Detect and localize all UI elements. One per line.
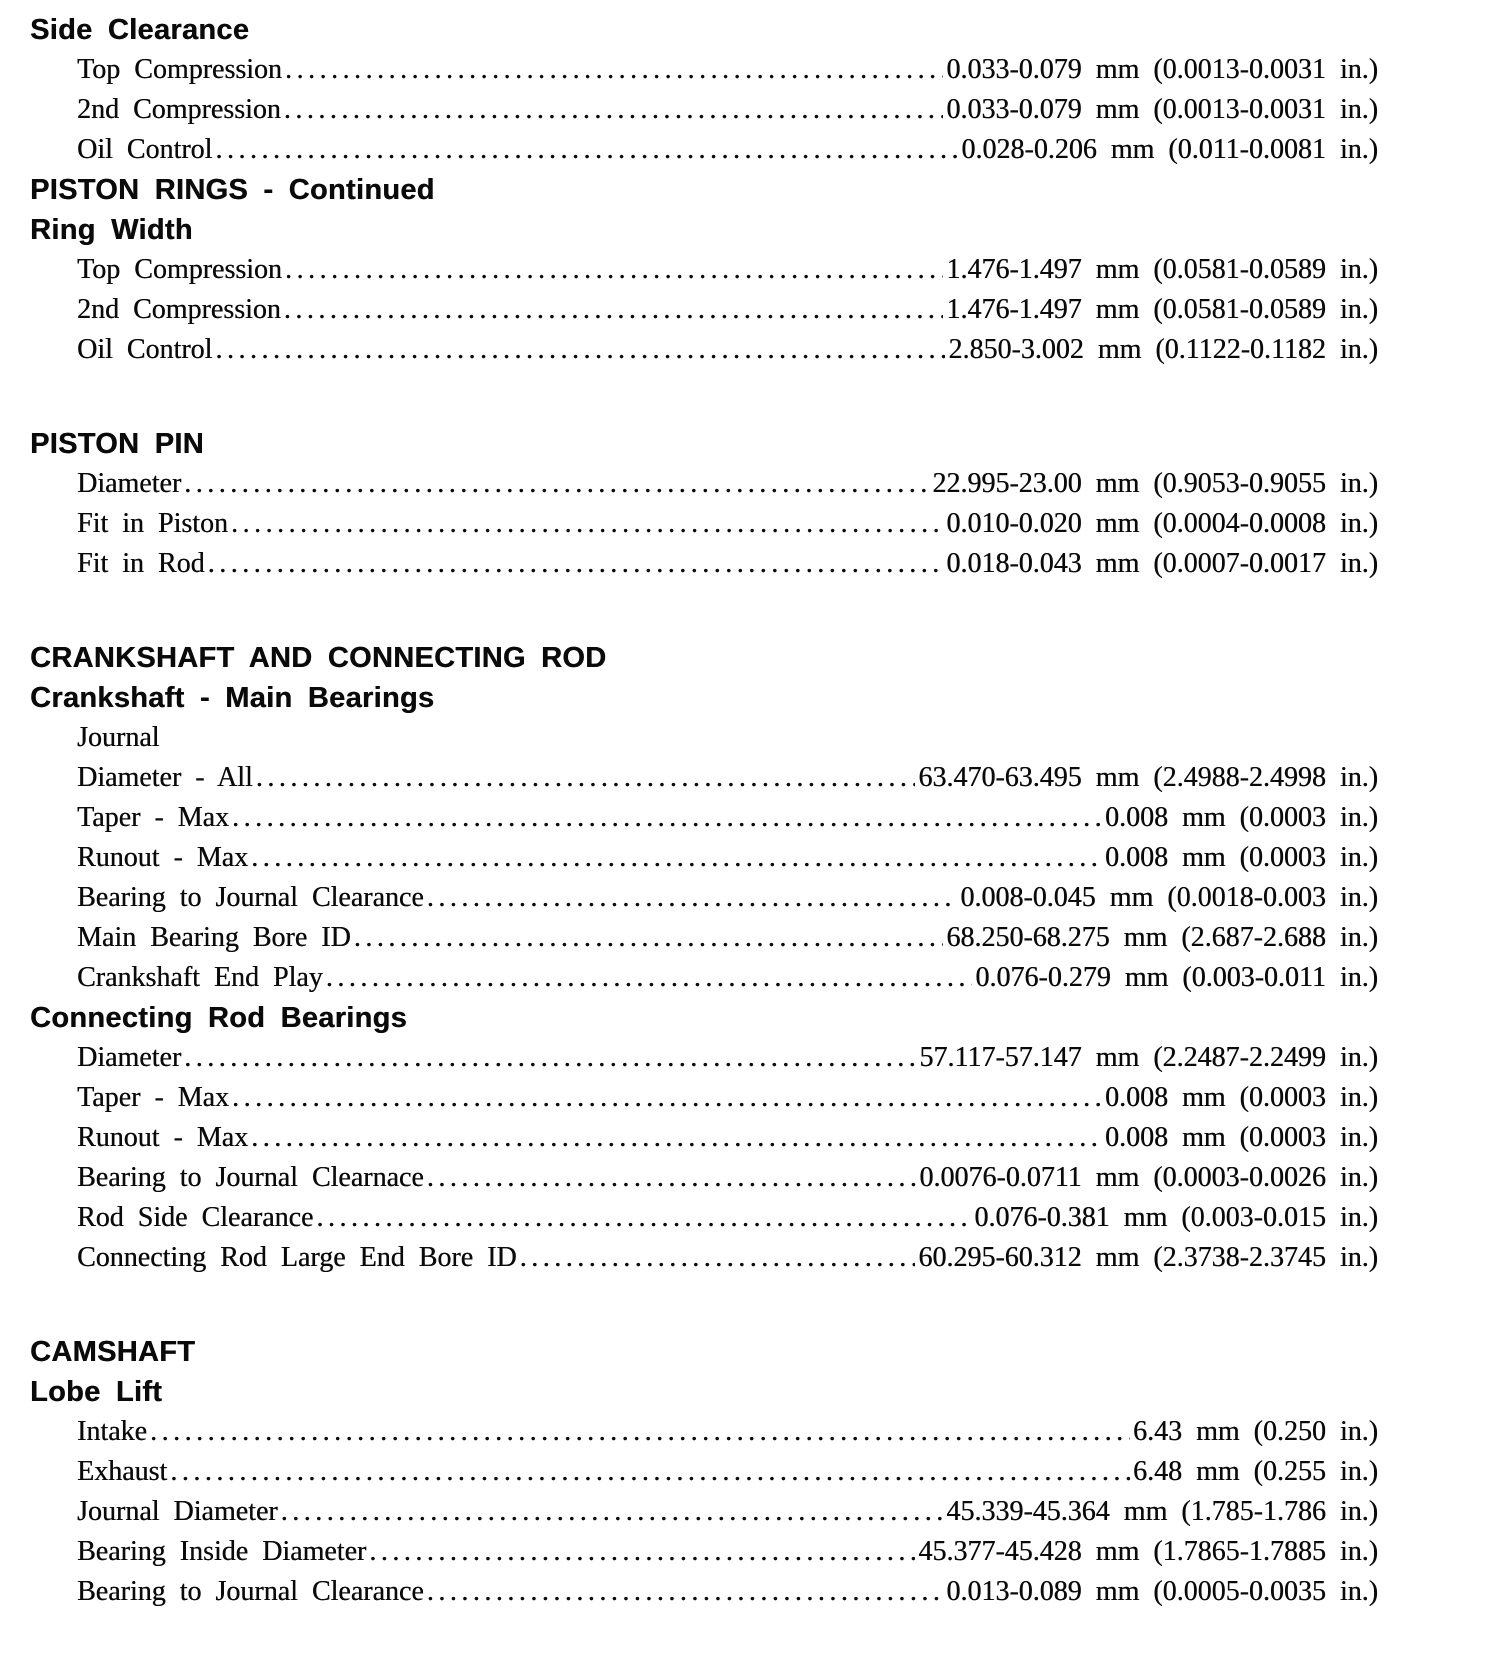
spec-value: 6.43 mm (0.250 in.) — [1133, 1416, 1378, 1447]
dot-leader — [427, 1572, 944, 1612]
spec-row — [77, 1452, 1378, 1492]
spec-value: 0.028-0.206 mm (0.011-0.0081 in.) — [961, 134, 1378, 165]
spec-value: 0.008-0.045 mm (0.0018-0.003 in.) — [960, 882, 1378, 913]
spec-row — [77, 464, 1378, 504]
spec-row — [77, 1078, 1378, 1118]
dot-leader — [369, 1532, 915, 1572]
spec-row — [77, 1238, 1378, 1278]
section-heading: Crankshaft - Main Bearings — [30, 682, 435, 714]
spec-value: 68.250-68.275 mm (2.687-2.688 in.) — [946, 922, 1378, 953]
section-heading: PISTON RINGS - Continued — [30, 174, 435, 206]
spec-row — [77, 838, 1378, 878]
dot-leader — [256, 758, 916, 798]
spec-label: Oil Control — [77, 134, 213, 165]
section-rows — [30, 1038, 1378, 1278]
spec-row — [77, 1038, 1378, 1078]
section-heading: PISTON PIN — [30, 428, 204, 460]
dot-leader — [184, 464, 929, 504]
spec-label: Bearing to Journal Clearnace — [77, 1162, 424, 1193]
section-heading: Lobe Lift — [30, 1376, 163, 1408]
spec-row — [77, 1198, 1378, 1238]
spec-label: Crankshaft End Play — [77, 962, 323, 993]
section-heading: Connecting Rod Bearings — [30, 1002, 407, 1034]
spec-row — [77, 330, 1378, 370]
spec-value: 0.033-0.079 mm (0.0013-0.0031 in.) — [946, 94, 1378, 125]
spec-row — [77, 1158, 1378, 1198]
dot-leader — [427, 878, 958, 918]
spec-value: 0.010-0.020 mm (0.0004-0.0008 in.) — [946, 508, 1378, 539]
dot-leader — [520, 1238, 916, 1278]
section-heading: CRANKSHAFT AND CONNECTING ROD — [30, 642, 607, 674]
spec-label: Oil Control — [77, 334, 213, 365]
section-rows — [30, 1412, 1378, 1612]
spec-row — [77, 90, 1378, 130]
spec-row — [77, 1118, 1378, 1158]
spec-label: Journal Diameter — [77, 1496, 278, 1527]
spec-row — [77, 918, 1378, 958]
spec-value: 1.476-1.497 mm (0.0581-0.0589 in.) — [946, 294, 1378, 325]
spec-row — [77, 1532, 1378, 1572]
spec-section — [30, 424, 1378, 584]
spec-row — [77, 798, 1378, 838]
spec-value: 0.008 mm (0.0003 in.) — [1105, 802, 1378, 833]
spec-label: Diameter — [77, 1042, 182, 1073]
spec-section — [30, 170, 1378, 210]
dot-leader — [316, 1198, 971, 1238]
spec-value: 45.377-45.428 mm (1.7865-1.7885 in.) — [918, 1536, 1378, 1567]
spec-label: Diameter - All — [77, 762, 253, 793]
spec-value: 60.295-60.312 mm (2.3738-2.3745 in.) — [918, 1242, 1378, 1273]
spec-label: Intake — [77, 1416, 147, 1447]
spec-row — [77, 544, 1378, 584]
spec-label: Main Bearing Bore ID — [77, 922, 351, 953]
spec-value: 0.008 mm (0.0003 in.) — [1105, 842, 1378, 873]
dot-leader — [427, 1158, 917, 1198]
section-heading: CAMSHAFT — [30, 1336, 196, 1368]
dot-leader — [150, 1412, 1130, 1452]
spec-section — [30, 678, 1378, 998]
spec-label: Runout - Max — [77, 842, 249, 873]
section-rows — [30, 250, 1378, 370]
spec-value: 57.117-57.147 mm (2.2487-2.2499 in.) — [919, 1042, 1378, 1073]
dot-leader — [284, 90, 944, 130]
dot-leader — [231, 504, 943, 544]
spec-label: Taper - Max — [77, 1082, 229, 1113]
spec-row — [77, 504, 1378, 544]
spec-label: Exhaust — [77, 1456, 168, 1487]
dot-leader — [284, 290, 944, 330]
spec-label: Bearing to Journal Clearance — [77, 1576, 424, 1607]
dot-leader — [184, 1038, 916, 1078]
spec-label: Top Compression — [77, 54, 282, 85]
spec-value: 63.470-63.495 mm (2.4988-2.4998 in.) — [918, 762, 1378, 793]
dot-leader — [215, 130, 958, 170]
spec-section — [30, 998, 1378, 1278]
dot-leader — [326, 958, 973, 998]
spec-value: 45.339-45.364 mm (1.785-1.786 in.) — [946, 1496, 1378, 1527]
section-rows — [30, 718, 1378, 998]
spec-row — [77, 718, 1378, 758]
spec-row — [77, 1492, 1378, 1532]
spec-row — [77, 290, 1378, 330]
spec-label: Fit in Piston — [77, 508, 228, 539]
spec-row — [77, 1412, 1378, 1452]
spec-label: Connecting Rod Large End Bore ID — [77, 1242, 517, 1273]
spec-section — [30, 210, 1378, 370]
spec-section — [30, 638, 1378, 678]
spec-row — [77, 958, 1378, 998]
section-heading: Side Clearance — [30, 14, 250, 46]
spec-label: Journal — [77, 722, 160, 753]
spec-label: Taper - Max — [77, 802, 229, 833]
spec-section — [30, 1332, 1378, 1372]
spec-value: 1.476-1.497 mm (0.0581-0.0589 in.) — [946, 254, 1378, 285]
spec-value: 0.008 mm (0.0003 in.) — [1105, 1122, 1378, 1153]
spec-value: 22.995-23.00 mm (0.9053-0.9055 in.) — [932, 468, 1378, 499]
spec-value: 0.008 mm (0.0003 in.) — [1105, 1082, 1378, 1113]
spec-label: Fit in Rod — [77, 548, 205, 579]
dot-leader — [232, 1078, 1102, 1118]
spec-value: 0.013-0.089 mm (0.0005-0.0035 in.) — [946, 1576, 1378, 1607]
spec-row — [77, 878, 1378, 918]
dot-leader — [251, 838, 1102, 878]
spec-section — [30, 10, 1378, 170]
spec-label: Diameter — [77, 468, 182, 499]
spec-label: Bearing Inside Diameter — [77, 1536, 367, 1567]
section-rows — [30, 50, 1378, 170]
spec-label: Rod Side Clearance — [77, 1202, 314, 1233]
spec-row — [77, 50, 1378, 90]
spec-value: 0.076-0.279 mm (0.003-0.011 in.) — [975, 962, 1378, 993]
spec-value: 0.018-0.043 mm (0.0007-0.0017 in.) — [946, 548, 1378, 579]
dot-leader — [170, 1452, 1130, 1492]
dot-leader — [354, 918, 944, 958]
spec-row — [77, 758, 1378, 798]
spec-label: Bearing to Journal Clearance — [77, 882, 424, 913]
spec-label: 2nd Compression — [77, 94, 281, 125]
spec-row — [77, 1572, 1378, 1612]
spec-value: 0.0076-0.0711 mm (0.0003-0.0026 in.) — [919, 1162, 1378, 1193]
spec-row — [77, 250, 1378, 290]
spec-label: Top Compression — [77, 254, 282, 285]
spec-label: Runout - Max — [77, 1122, 249, 1153]
spec-row — [77, 130, 1378, 170]
dot-leader — [208, 544, 944, 584]
dot-leader — [285, 50, 943, 90]
spec-value: 0.033-0.079 mm (0.0013-0.0031 in.) — [946, 54, 1378, 85]
spec-section — [30, 1372, 1378, 1612]
spec-label: 2nd Compression — [77, 294, 281, 325]
section-rows — [30, 464, 1378, 584]
spec-value: 2.850-3.002 mm (0.1122-0.1182 in.) — [948, 334, 1378, 365]
dot-leader — [215, 330, 945, 370]
section-heading: Ring Width — [30, 214, 193, 246]
dot-leader — [285, 250, 943, 290]
spec-value: 6.48 mm (0.255 in.) — [1133, 1456, 1378, 1487]
dot-leader — [232, 798, 1102, 838]
spec-value: 0.076-0.381 mm (0.003-0.015 in.) — [974, 1202, 1378, 1233]
dot-leader — [251, 1118, 1102, 1158]
dot-leader — [281, 1492, 944, 1532]
